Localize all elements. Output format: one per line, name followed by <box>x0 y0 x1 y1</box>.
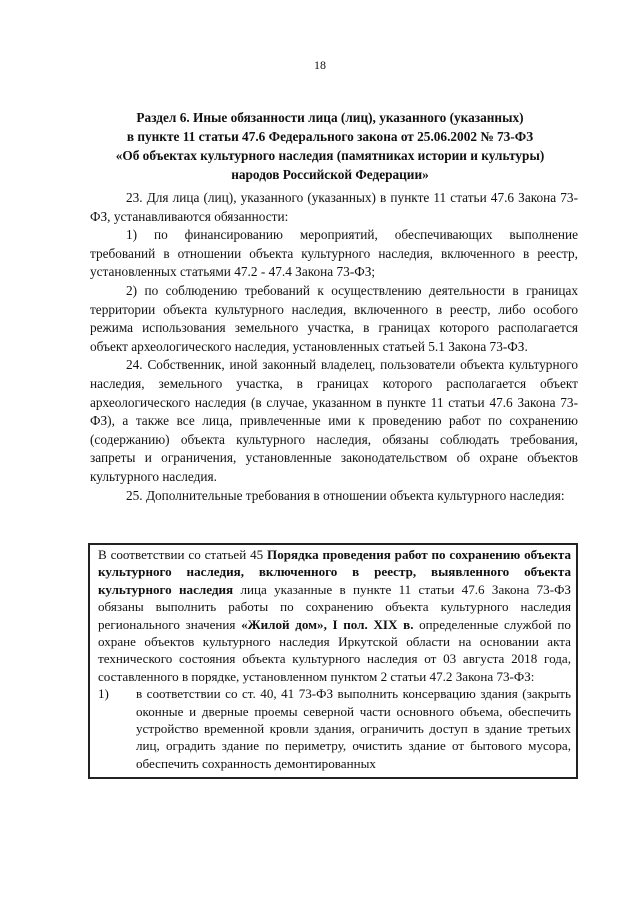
section-heading <box>80 108 580 184</box>
additional-requirements-box <box>88 543 578 779</box>
box-list-item <box>98 685 571 772</box>
paragraph-23: 23. Для лица (лиц), указанного (указанных) в пункте 11 статьи 47.6 Закона 73-ФЗ, устанавливаются обязанности: <box>90 190 578 224</box>
list-item-number: 1) <box>98 686 109 702</box>
box-text-1: В соответствии со статьей 45 <box>98 547 268 562</box>
paragraph-24: 24. Собственник, иной законный владелец, пользователи объекта культурного наследия, земельного участка, в границах которого располагается объект археологического наследия (в случае, указанном в пункте 11 статьи 47.6 Закона 73-ФЗ), а также все лица, привлеченные ими к проведению работ по сохранению (содержанию) объекта культурного наследия, обязаны соблюдать требования, запреты и ограничения, установленные законодательством об охране объектов культурного наследия. <box>90 357 578 484</box>
box-text-3: определенные службой по охране объектов культурного наследия Иркутской области на основании акта технического состояния объекта культурного наследия от 03 августа 2018 года, составленного в порядке, установленном пунктом 2 статьи 47.2 Закона 73-ФЗ: <box>98 616 571 684</box>
paragraph-23-item-1: 1) по финансированию мероприятий, обеспечивающих выполнение требований в отношении объекта культурного наследия, включенного в реестр, установленных статьями 47.2 - 47.4 Закона 73-ФЗ; <box>90 227 578 280</box>
box-paragraph <box>98 546 571 685</box>
box-text-2: лица указанные в пункте 11 статьи 47.6 Закона 73-ФЗ обязаны выполнить работы по сохранению объекта культурного наследия регионального значения <box>98 581 571 632</box>
box-bold-2: «Жилой дом», I пол. XIX в. <box>241 616 414 632</box>
heading-line: в пункте 11 статьи 47.6 Федерального закона от 25.06.2002 № 73-ФЗ <box>126 129 534 144</box>
heading-line: «Об объектах культурного наследия (памятниках истории и культуры) <box>115 148 545 163</box>
list-item-text: в соответствии со ст. 40, 41 73-ФЗ выполнить консервацию здания (закрыть оконные и дверные проемы северной части основного объема, обеспечить устройство временной кровли здания, ограничить доступ в здание третьих лиц, оградить здание по периметру, очистить здание от бытового мусора, обеспечить сохранность демонтированных <box>136 686 571 771</box>
paragraph-25: 25. Дополнительные требования в отношении объекта культурного наследия: <box>126 487 565 503</box>
heading-line: народов Российской Федерации» <box>231 167 429 182</box>
document-body <box>90 189 578 505</box>
box-bold-1: Порядка проведения работ по сохранению объекта культурного наследия, включенного в реестр, выявленного объекта культурного наследия <box>98 547 572 597</box>
heading-line: Раздел 6. Иные обязанности лица (лиц), указанного (указанных) <box>136 110 524 125</box>
page-number: 18 <box>314 58 326 72</box>
paragraph-23-item-2: 2) по соблюдению требований к осуществлению деятельности в границах территории объекта культурного наследия, включенного в реестр, либо особого режима использования земельного участка, в границах которого располагается объект археологического наследия, установленных статьей 5.1 Закона 73-ФЗ. <box>90 282 578 354</box>
